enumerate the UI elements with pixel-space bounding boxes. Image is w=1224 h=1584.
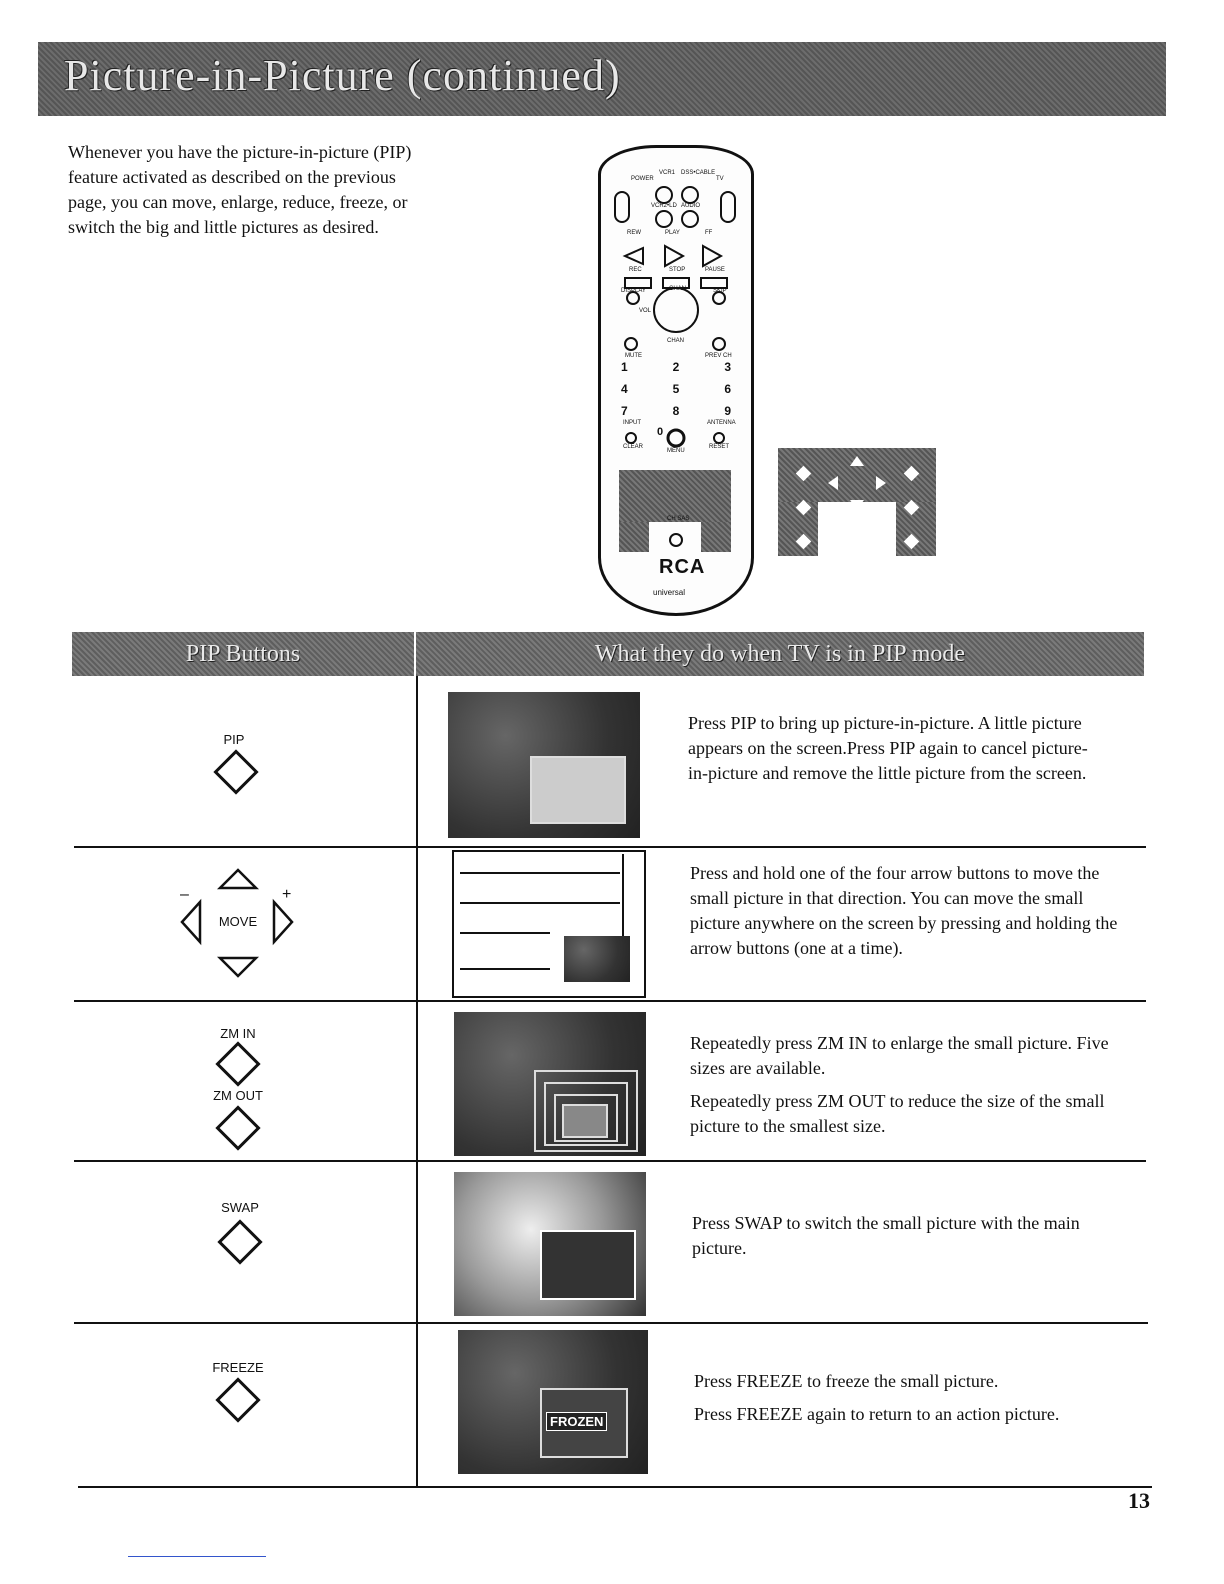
remote-label-ff: FF xyxy=(705,230,713,236)
rec-button-shape xyxy=(625,278,651,288)
digit-8: 8 xyxy=(672,404,680,418)
remote-label-pause: PAUSE xyxy=(705,267,725,273)
digit-6: 6 xyxy=(724,382,731,396)
freeze-button-label: FREEZE xyxy=(212,1360,264,1375)
play-icon xyxy=(665,246,683,266)
intro-paragraph: Whenever you have the picture-in-picture (PIP) feature activated as described on the previous page, you can move, enlarge, reduce, freeze, or switch the big and little pictures as desired. xyxy=(68,142,412,237)
move-up-icon xyxy=(220,870,256,888)
row-divider xyxy=(74,1322,1148,1324)
remote-label-audio: AUDIO xyxy=(681,203,701,209)
move-arrow-line xyxy=(460,902,620,904)
freeze-screen-image xyxy=(458,1330,648,1474)
zm-in-button-icon xyxy=(215,1041,260,1086)
remote-label-chan: CHAN xyxy=(669,286,687,292)
digit-7: 7 xyxy=(621,404,628,418)
freeze-small-picture xyxy=(540,1388,628,1458)
move-diagram xyxy=(452,850,646,998)
swap-screen-image xyxy=(454,1172,646,1316)
remote-label-vcr2-ld: VCR2•LD xyxy=(651,203,677,209)
pause-button-shape xyxy=(701,278,727,288)
remote-label-antenna: ANTENNA xyxy=(707,420,736,426)
power-button-shape xyxy=(615,192,629,222)
pip-button-icon xyxy=(213,749,258,794)
remote-label-input: INPUT xyxy=(623,420,641,426)
down-arrow-icon xyxy=(850,500,864,510)
page-title: Picture-in-Picture (continued) xyxy=(64,51,621,100)
remote-label-power: POWER xyxy=(631,176,654,182)
footer-line xyxy=(78,1486,1152,1488)
navigation-ring xyxy=(654,288,698,332)
swap-button-label: SWAP xyxy=(221,1200,259,1215)
freeze-description: Press FREEZE to freeze the small picture. Press FREEZE again to return to an action picture. xyxy=(694,1371,1060,1424)
rew-icon xyxy=(625,248,643,264)
remote-control-illustration xyxy=(598,145,754,616)
pip-button-label: PIP xyxy=(223,732,245,747)
antenna-button-shape xyxy=(714,433,724,443)
input-button-shape xyxy=(626,433,636,443)
rca-logo: RCA xyxy=(659,556,706,578)
digit-9: 9 xyxy=(724,404,731,418)
pip-screen-image xyxy=(448,692,640,838)
remote-label-clear: CLEAR xyxy=(623,444,644,450)
pip-keypad-right xyxy=(701,522,731,552)
tv-button-shape xyxy=(721,192,735,222)
keypad-arrows xyxy=(778,448,936,556)
frozen-badge: FROZEN xyxy=(546,1412,607,1431)
remote-label-prev-ch: PREV CH xyxy=(705,353,732,359)
digit-5: 5 xyxy=(672,382,680,396)
move-arrow-line xyxy=(460,872,620,874)
pip-keypad-top xyxy=(619,470,731,522)
zoom-description: Repeatedly press ZM IN to enlarge the small picture. Five sizes are available. Repeatedly press ZM OUT to reduce the size of the small picture to the smallest size. xyxy=(690,1033,1109,1136)
move-arrow-vertical xyxy=(622,854,624,938)
remote-label-chan-bottom: CHAN xyxy=(667,338,685,344)
zm-in-button-label: ZM IN xyxy=(220,1026,256,1041)
zm-out-button-label: ZM OUT xyxy=(213,1088,263,1103)
move-description: Press and hold one of the four arrow buttons to move the small picture in that direction. You can move the small picture anywhere on the screen by pressing and holding the arrow buttons (one at a time). xyxy=(690,863,1118,958)
universal-label: universal xyxy=(653,588,686,597)
remote-label-dss-cable: DSS•CABLE xyxy=(681,170,716,176)
remote-label-vcr1: VCR1 xyxy=(659,170,676,176)
move-plus-label: + xyxy=(282,886,292,903)
up-arrow-icon xyxy=(850,456,864,466)
remote-label-vol: VOL xyxy=(639,308,652,314)
swap-description: Press SWAP to switch the small picture with the main picture. xyxy=(692,1213,1080,1258)
freeze-button-icon xyxy=(215,1377,260,1422)
small-picture xyxy=(530,756,626,824)
remote-label-play: PLAY xyxy=(665,230,680,236)
swap-button-icon xyxy=(217,1219,262,1264)
remote-label-rew: REW xyxy=(627,230,641,236)
remote-label-tv: TV xyxy=(716,176,724,182)
number-pad xyxy=(621,358,731,418)
remote-label-mute: MUTE xyxy=(625,353,642,359)
table-header-description: What they do when TV is in PIP mode xyxy=(416,632,1144,676)
remote-label-stop: STOP xyxy=(669,267,686,273)
pip-keypad-left xyxy=(619,522,649,552)
zoom-frame xyxy=(562,1104,608,1138)
footer-link-line xyxy=(128,1556,266,1557)
remote-label-skip: SKIP xyxy=(713,288,727,294)
digit-3: 3 xyxy=(724,360,731,374)
zero-button-shape xyxy=(668,430,684,446)
row-divider xyxy=(74,846,1146,848)
table-header-buttons: PIP Buttons xyxy=(72,632,414,676)
row-divider xyxy=(74,1000,1146,1002)
remote-label-display: DISPLAY xyxy=(621,288,646,294)
prev-ch-button-shape xyxy=(713,338,725,350)
remote-label-menu: MENU xyxy=(667,448,685,454)
digit-1: 1 xyxy=(621,360,628,374)
remote-label-reset: RESET xyxy=(709,444,730,450)
pip-keypad-enlarged xyxy=(778,448,936,556)
move-small-picture xyxy=(564,936,630,982)
remote-label-rec: REC xyxy=(629,267,642,273)
remote-label-ch-sas: CH SAS xyxy=(667,516,690,522)
ff-icon xyxy=(703,246,721,266)
digit-4: 4 xyxy=(621,382,628,396)
move-button-label: MOVE xyxy=(218,914,258,929)
left-arrow-icon xyxy=(828,476,838,490)
page-number: 13 xyxy=(1128,1488,1150,1513)
move-minus-label: – xyxy=(180,886,189,903)
mute-button-shape xyxy=(625,338,637,350)
row-divider xyxy=(74,1160,1146,1162)
ch-sas-button-shape xyxy=(670,534,682,546)
right-arrow-icon xyxy=(876,476,886,490)
move-arrow-line xyxy=(460,932,550,934)
swap-small-picture xyxy=(540,1230,636,1300)
pip-description: Press PIP to bring up picture-in-picture. A little picture appears on the screen.Press PIP again to cancel picture-in-picture and remove the little picture from the screen. xyxy=(688,713,1088,783)
column-divider xyxy=(416,676,418,1486)
move-down-icon xyxy=(220,958,256,976)
zm-out-button-icon xyxy=(215,1105,260,1150)
zoom-screen-image xyxy=(454,1012,646,1156)
digit-2: 2 xyxy=(672,360,680,374)
move-arrow-line xyxy=(460,968,550,970)
digit-0: 0 xyxy=(657,426,664,438)
